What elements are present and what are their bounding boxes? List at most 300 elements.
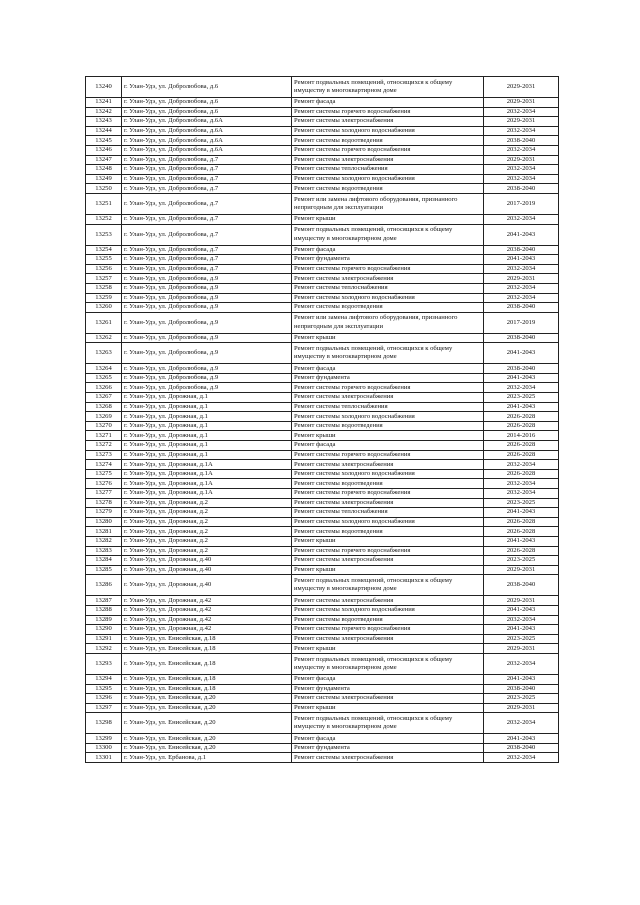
address-cell: г. Улан-Удэ, ул. Дорожная, д.42: [122, 615, 292, 625]
work-type-cell: Ремонт или замена лифтового оборудования, признанного непригодным для эксплуатации: [292, 193, 484, 214]
table-row: [86, 224, 559, 245]
address-cell: г. Улан-Удэ, ул. Дорожная, д.40: [122, 575, 292, 596]
row-number-cell: 13241: [86, 98, 122, 108]
row-number-cell: 13263: [86, 343, 122, 364]
period-cell: 2032-2034: [484, 293, 559, 303]
row-number-cell: 13295: [86, 684, 122, 694]
period-cell: 2041-2043: [484, 625, 559, 635]
period-cell: 2032-2034: [484, 479, 559, 489]
period-cell: 2029-2031: [484, 98, 559, 108]
address-cell: г. Улан-Удэ, ул. Дорожная, д.1: [122, 412, 292, 422]
row-number-cell: 13255: [86, 255, 122, 265]
table-row: [86, 575, 559, 596]
table-row: [86, 450, 559, 460]
work-type-cell: Ремонт системы электроснабжения: [292, 498, 484, 508]
table-row: [86, 126, 559, 136]
row-number-cell: 13270: [86, 421, 122, 431]
period-cell: 2032-2034: [484, 383, 559, 393]
period-cell: 2038-2040: [484, 333, 559, 343]
work-type-cell: Ремонт фасада: [292, 98, 484, 108]
address-cell: г. Улан-Удэ, ул. Енисейская, д.18: [122, 644, 292, 654]
row-number-cell: 13266: [86, 383, 122, 393]
row-number-cell: 13242: [86, 107, 122, 117]
table-row: [86, 255, 559, 265]
period-cell: 2032-2034: [484, 753, 559, 763]
address-cell: г. Улан-Удэ, ул. Добролюбова, д.6: [122, 98, 292, 108]
address-cell: г. Улан-Удэ, ул. Добролюбова, д.9: [122, 312, 292, 333]
work-type-cell: Ремонт системы горячего водоснабжения: [292, 450, 484, 460]
row-number-cell: 13252: [86, 214, 122, 224]
work-type-cell: Ремонт системы водоотведения: [292, 136, 484, 146]
address-cell: г. Улан-Удэ, ул. Дорожная, д.40: [122, 556, 292, 566]
address-cell: г. Улан-Удэ, ул. Енисейская, д.18: [122, 653, 292, 674]
period-cell: 2041-2043: [484, 734, 559, 744]
table-row: [86, 605, 559, 615]
row-number-cell: 13286: [86, 575, 122, 596]
row-number-cell: 13291: [86, 634, 122, 644]
period-cell: 2032-2034: [484, 107, 559, 117]
work-type-cell: Ремонт крыши: [292, 536, 484, 546]
period-cell: 2041-2043: [484, 605, 559, 615]
work-type-cell: Ремонт фасада: [292, 674, 484, 684]
table-row: [86, 508, 559, 518]
row-number-cell: 13274: [86, 460, 122, 470]
period-cell: 2041-2043: [484, 508, 559, 518]
work-type-cell: Ремонт системы горячего водоснабжения: [292, 489, 484, 499]
address-cell: г. Улан-Удэ, ул. Добролюбова, д.7: [122, 245, 292, 255]
table-row: [86, 77, 559, 98]
work-type-cell: Ремонт фундамента: [292, 684, 484, 694]
table-row: [86, 303, 559, 313]
period-cell: 2029-2031: [484, 274, 559, 284]
work-type-cell: Ремонт системы холодного водоснабжения: [292, 517, 484, 527]
row-number-cell: 13265: [86, 373, 122, 383]
work-type-cell: Ремонт системы теплоснабжения: [292, 508, 484, 518]
table-row: [86, 107, 559, 117]
address-cell: г. Улан-Удэ, ул. Добролюбова, д.7: [122, 224, 292, 245]
address-cell: г. Улан-Удэ, ул. Добролюбова, д.7: [122, 155, 292, 165]
address-cell: г. Улан-Удэ, ул. Добролюбова, д.9: [122, 333, 292, 343]
address-cell: г. Улан-Удэ, ул. Дорожная, д.1: [122, 393, 292, 403]
work-type-cell: Ремонт или замена лифтового оборудования, признанного непригодным для эксплуатации: [292, 312, 484, 333]
work-type-cell: Ремонт фундамента: [292, 255, 484, 265]
table-row: [86, 713, 559, 734]
row-number-cell: 13262: [86, 333, 122, 343]
address-cell: г. Улан-Удэ, ул. Енисейская, д.20: [122, 703, 292, 713]
table-row: [86, 469, 559, 479]
work-type-cell: Ремонт подвальных помещений, относящихся к общему имуществу в многоквартирном доме: [292, 713, 484, 734]
work-type-cell: Ремонт системы холодного водоснабжения: [292, 469, 484, 479]
period-cell: 2026-2028: [484, 469, 559, 479]
address-cell: г. Улан-Удэ, ул. Дорожная, д.1: [122, 450, 292, 460]
work-type-cell: Ремонт системы горячего водоснабжения: [292, 107, 484, 117]
table-row: [86, 245, 559, 255]
row-number-cell: 13283: [86, 546, 122, 556]
table-row: [86, 596, 559, 606]
work-type-cell: Ремонт системы водоотведения: [292, 615, 484, 625]
period-cell: 2038-2040: [484, 575, 559, 596]
row-number-cell: 13282: [86, 536, 122, 546]
address-cell: г. Улан-Удэ, ул. Добролюбова, д.7: [122, 174, 292, 184]
table-row: [86, 556, 559, 566]
row-number-cell: 13249: [86, 174, 122, 184]
address-cell: г. Улан-Удэ, ул. Дорожная, д.1А: [122, 489, 292, 499]
address-cell: г. Улан-Удэ, ул. Добролюбова, д.6А: [122, 126, 292, 136]
work-type-cell: Ремонт подвальных помещений, относящихся к общему имуществу в многоквартирном доме: [292, 343, 484, 364]
row-number-cell: 13278: [86, 498, 122, 508]
work-type-cell: Ремонт системы электроснабжения: [292, 117, 484, 127]
address-cell: г. Улан-Удэ, ул. Дорожная, д.1: [122, 441, 292, 451]
table-row: [86, 412, 559, 422]
period-cell: 2041-2043: [484, 373, 559, 383]
table-row: [86, 479, 559, 489]
period-cell: 2038-2040: [484, 136, 559, 146]
work-type-cell: Ремонт системы электроснабжения: [292, 155, 484, 165]
address-cell: г. Улан-Удэ, ул. Дорожная, д.2: [122, 508, 292, 518]
address-cell: г. Улан-Удэ, ул. Дорожная, д.40: [122, 565, 292, 575]
period-cell: 2041-2043: [484, 255, 559, 265]
period-cell: 2038-2040: [484, 743, 559, 753]
period-cell: 2023-2025: [484, 393, 559, 403]
period-cell: 2041-2043: [484, 536, 559, 546]
work-type-cell: Ремонт подвальных помещений, относящихся к общему имуществу в многоквартирном доме: [292, 653, 484, 674]
table-row: [86, 174, 559, 184]
work-type-cell: Ремонт фасада: [292, 441, 484, 451]
row-number-cell: 13301: [86, 753, 122, 763]
table-row: [86, 517, 559, 527]
work-type-cell: Ремонт системы водоотведения: [292, 527, 484, 537]
table-row: [86, 312, 559, 333]
row-number-cell: 13272: [86, 441, 122, 451]
address-cell: г. Улан-Удэ, ул. Добролюбова, д.6А: [122, 145, 292, 155]
address-cell: г. Улан-Удэ, ул. Добролюбова, д.6: [122, 107, 292, 117]
period-cell: 2026-2028: [484, 517, 559, 527]
period-cell: 2026-2028: [484, 412, 559, 422]
table-row: [86, 402, 559, 412]
row-number-cell: 13280: [86, 517, 122, 527]
address-cell: г. Улан-Удэ, ул. Добролюбова, д.7: [122, 184, 292, 194]
row-number-cell: 13244: [86, 126, 122, 136]
period-cell: 2014-2016: [484, 431, 559, 441]
period-cell: 2026-2028: [484, 527, 559, 537]
period-cell: 2041-2043: [484, 343, 559, 364]
period-cell: 2023-2025: [484, 498, 559, 508]
address-cell: г. Улан-Удэ, ул. Добролюбова, д.9: [122, 373, 292, 383]
work-type-cell: Ремонт системы электроснабжения: [292, 460, 484, 470]
table-row: [86, 546, 559, 556]
period-cell: 2026-2028: [484, 441, 559, 451]
address-cell: г. Улан-Удэ, ул. Енисейская, д.20: [122, 734, 292, 744]
table-row: [86, 441, 559, 451]
table-row: [86, 536, 559, 546]
address-cell: г. Улан-Удэ, ул. Добролюбова, д.6: [122, 77, 292, 98]
address-cell: г. Улан-Удэ, ул. Енисейская, д.20: [122, 713, 292, 734]
period-cell: 2038-2040: [484, 303, 559, 313]
address-cell: г. Улан-Удэ, ул. Добролюбова, д.9: [122, 303, 292, 313]
table-row: [86, 333, 559, 343]
period-cell: 2026-2028: [484, 421, 559, 431]
row-number-cell: 13240: [86, 77, 122, 98]
row-number-cell: 13287: [86, 596, 122, 606]
period-cell: 2032-2034: [484, 214, 559, 224]
address-cell: г. Улан-Удэ, ул. Дорожная, д.1: [122, 421, 292, 431]
table-row: [86, 393, 559, 403]
row-number-cell: 13247: [86, 155, 122, 165]
period-cell: 2032-2034: [484, 615, 559, 625]
address-cell: г. Улан-Удэ, ул. Дорожная, д.1А: [122, 460, 292, 470]
row-number-cell: 13254: [86, 245, 122, 255]
work-type-cell: Ремонт системы электроснабжения: [292, 556, 484, 566]
period-cell: 2026-2028: [484, 450, 559, 460]
period-cell: 2023-2025: [484, 694, 559, 704]
work-type-cell: Ремонт системы водоотведения: [292, 184, 484, 194]
table-row: [86, 498, 559, 508]
row-number-cell: 13258: [86, 283, 122, 293]
period-cell: 2038-2040: [484, 684, 559, 694]
row-number-cell: 13273: [86, 450, 122, 460]
period-cell: 2023-2025: [484, 634, 559, 644]
period-cell: 2032-2034: [484, 126, 559, 136]
address-cell: г. Улан-Удэ, ул. Добролюбова, д.9: [122, 343, 292, 364]
table-row: [86, 674, 559, 684]
table-row: [86, 383, 559, 393]
table-row: [86, 625, 559, 635]
work-type-cell: Ремонт системы электроснабжения: [292, 634, 484, 644]
period-cell: 2038-2040: [484, 364, 559, 374]
address-cell: г. Улан-Удэ, ул. Добролюбова, д.7: [122, 165, 292, 175]
table-row: [86, 283, 559, 293]
period-cell: 2032-2034: [484, 489, 559, 499]
address-cell: г. Улан-Удэ, ул. Добролюбова, д.7: [122, 214, 292, 224]
table-row: [86, 98, 559, 108]
row-number-cell: 13267: [86, 393, 122, 403]
period-cell: 2032-2034: [484, 713, 559, 734]
address-cell: г. Улан-Удэ, ул. Дорожная, д.1А: [122, 479, 292, 489]
work-type-cell: Ремонт системы горячего водоснабжения: [292, 264, 484, 274]
work-type-cell: Ремонт системы водоотведения: [292, 303, 484, 313]
address-cell: г. Улан-Удэ, ул. Енисейская, д.18: [122, 674, 292, 684]
address-cell: г. Улан-Удэ, ул. Дорожная, д.1: [122, 431, 292, 441]
table-row: [86, 743, 559, 753]
row-number-cell: 13293: [86, 653, 122, 674]
row-number-cell: 13250: [86, 184, 122, 194]
table-row: [86, 684, 559, 694]
period-cell: 2029-2031: [484, 117, 559, 127]
table-row: [86, 653, 559, 674]
address-cell: г. Улан-Удэ, ул. Добролюбова, д.6А: [122, 136, 292, 146]
work-type-cell: Ремонт крыши: [292, 644, 484, 654]
row-number-cell: 13288: [86, 605, 122, 615]
table-row: [86, 343, 559, 364]
row-number-cell: 13269: [86, 412, 122, 422]
row-number-cell: 13299: [86, 734, 122, 744]
work-type-cell: Ремонт системы теплоснабжения: [292, 283, 484, 293]
address-cell: г. Улан-Удэ, ул. Дорожная, д.42: [122, 625, 292, 635]
row-number-cell: 13277: [86, 489, 122, 499]
period-cell: 2038-2040: [484, 245, 559, 255]
work-type-cell: Ремонт крыши: [292, 565, 484, 575]
row-number-cell: 13298: [86, 713, 122, 734]
table-row: [86, 155, 559, 165]
address-cell: г. Улан-Удэ, ул. Енисейская, д.20: [122, 743, 292, 753]
table-row: [86, 703, 559, 713]
row-number-cell: 13296: [86, 694, 122, 704]
work-type-cell: Ремонт фасада: [292, 245, 484, 255]
table-row: [86, 373, 559, 383]
address-cell: г. Улан-Удэ, ул. Добролюбова, д.7: [122, 193, 292, 214]
table-body: [86, 77, 559, 763]
work-type-cell: Ремонт крыши: [292, 333, 484, 343]
address-cell: г. Улан-Удэ, ул. Добролюбова, д.9: [122, 293, 292, 303]
address-cell: г. Улан-Удэ, ул. Добролюбова, д.9: [122, 364, 292, 374]
address-cell: г. Улан-Удэ, ул. Дорожная, д.1: [122, 402, 292, 412]
table-row: [86, 117, 559, 127]
work-type-cell: Ремонт системы электроснабжения: [292, 694, 484, 704]
period-cell: 2032-2034: [484, 264, 559, 274]
address-cell: г. Улан-Удэ, ул. Дорожная, д.1А: [122, 469, 292, 479]
work-type-cell: Ремонт системы холодного водоснабжения: [292, 605, 484, 615]
table-row: [86, 364, 559, 374]
work-type-cell: Ремонт системы холодного водоснабжения: [292, 174, 484, 184]
row-number-cell: 13300: [86, 743, 122, 753]
row-number-cell: 13284: [86, 556, 122, 566]
work-type-cell: Ремонт фундамента: [292, 373, 484, 383]
table-row: [86, 165, 559, 175]
table-row: [86, 753, 559, 763]
row-number-cell: 13276: [86, 479, 122, 489]
work-type-cell: Ремонт крыши: [292, 214, 484, 224]
work-type-cell: Ремонт крыши: [292, 431, 484, 441]
period-cell: 2041-2043: [484, 402, 559, 412]
repair-schedule-table: [85, 76, 559, 763]
work-type-cell: Ремонт системы горячего водоснабжения: [292, 625, 484, 635]
row-number-cell: 13253: [86, 224, 122, 245]
table-row: [86, 734, 559, 744]
period-cell: 2029-2031: [484, 155, 559, 165]
table-row: [86, 489, 559, 499]
work-type-cell: Ремонт фасада: [292, 364, 484, 374]
work-type-cell: Ремонт системы горячего водоснабжения: [292, 145, 484, 155]
work-type-cell: Ремонт системы электроснабжения: [292, 596, 484, 606]
work-type-cell: Ремонт фундамента: [292, 743, 484, 753]
address-cell: г. Улан-Удэ, ул. Ербанова, д.1: [122, 753, 292, 763]
row-number-cell: 13246: [86, 145, 122, 155]
table-row: [86, 644, 559, 654]
address-cell: г. Улан-Удэ, ул. Дорожная, д.2: [122, 536, 292, 546]
period-cell: 2029-2031: [484, 644, 559, 654]
address-cell: г. Улан-Удэ, ул. Енисейская, д.18: [122, 634, 292, 644]
row-number-cell: 13251: [86, 193, 122, 214]
address-cell: г. Улан-Удэ, ул. Енисейская, д.20: [122, 694, 292, 704]
row-number-cell: 13264: [86, 364, 122, 374]
address-cell: г. Улан-Удэ, ул. Добролюбова, д.9: [122, 383, 292, 393]
period-cell: 2041-2043: [484, 224, 559, 245]
row-number-cell: 13257: [86, 274, 122, 284]
table-row: [86, 136, 559, 146]
address-cell: г. Улан-Удэ, ул. Дорожная, д.2: [122, 517, 292, 527]
table-row: [86, 264, 559, 274]
row-number-cell: 13259: [86, 293, 122, 303]
period-cell: 2032-2034: [484, 283, 559, 293]
row-number-cell: 13248: [86, 165, 122, 175]
period-cell: 2017-2019: [484, 193, 559, 214]
address-cell: г. Улан-Удэ, ул. Дорожная, д.2: [122, 498, 292, 508]
row-number-cell: 13245: [86, 136, 122, 146]
work-type-cell: Ремонт крыши: [292, 703, 484, 713]
row-number-cell: 13261: [86, 312, 122, 333]
period-cell: 2032-2034: [484, 460, 559, 470]
period-cell: 2026-2028: [484, 546, 559, 556]
row-number-cell: 13279: [86, 508, 122, 518]
period-cell: 2029-2031: [484, 565, 559, 575]
work-type-cell: Ремонт подвальных помещений, относящихся к общему имуществу в многоквартирном доме: [292, 224, 484, 245]
address-cell: г. Улан-Удэ, ул. Добролюбова, д.7: [122, 255, 292, 265]
table-row: [86, 184, 559, 194]
table-row: [86, 431, 559, 441]
period-cell: 2038-2040: [484, 184, 559, 194]
address-cell: г. Улан-Удэ, ул. Дорожная, д.42: [122, 596, 292, 606]
table-row: [86, 615, 559, 625]
work-type-cell: Ремонт системы горячего водоснабжения: [292, 383, 484, 393]
table-row: [86, 214, 559, 224]
row-number-cell: 13243: [86, 117, 122, 127]
work-type-cell: Ремонт системы водоотведения: [292, 421, 484, 431]
row-number-cell: 13294: [86, 674, 122, 684]
work-type-cell: Ремонт системы электроснабжения: [292, 274, 484, 284]
period-cell: 2032-2034: [484, 174, 559, 184]
table-row: [86, 460, 559, 470]
work-type-cell: Ремонт системы водоотведения: [292, 479, 484, 489]
address-cell: г. Улан-Удэ, ул. Добролюбова, д.6А: [122, 117, 292, 127]
row-number-cell: 13256: [86, 264, 122, 274]
work-type-cell: Ремонт системы теплоснабжения: [292, 165, 484, 175]
work-type-cell: Ремонт системы электроснабжения: [292, 753, 484, 763]
row-number-cell: 13268: [86, 402, 122, 412]
table-row: [86, 634, 559, 644]
work-type-cell: Ремонт системы холодного водоснабжения: [292, 126, 484, 136]
period-cell: 2029-2031: [484, 77, 559, 98]
address-cell: г. Улан-Удэ, ул. Добролюбова, д.9: [122, 283, 292, 293]
period-cell: 2032-2034: [484, 145, 559, 155]
address-cell: г. Улан-Удэ, ул. Дорожная, д.42: [122, 605, 292, 615]
table-row: [86, 145, 559, 155]
work-type-cell: Ремонт системы холодного водоснабжения: [292, 293, 484, 303]
row-number-cell: 13297: [86, 703, 122, 713]
address-cell: г. Улан-Удэ, ул. Добролюбова, д.9: [122, 274, 292, 284]
period-cell: 2032-2034: [484, 165, 559, 175]
period-cell: 2041-2043: [484, 674, 559, 684]
period-cell: 2029-2031: [484, 703, 559, 713]
row-number-cell: 13290: [86, 625, 122, 635]
row-number-cell: 13275: [86, 469, 122, 479]
period-cell: 2023-2025: [484, 556, 559, 566]
table-row: [86, 694, 559, 704]
period-cell: 2017-2019: [484, 312, 559, 333]
address-cell: г. Улан-Удэ, ул. Дорожная, д.2: [122, 546, 292, 556]
row-number-cell: 13289: [86, 615, 122, 625]
row-number-cell: 13271: [86, 431, 122, 441]
work-type-cell: Ремонт системы электроснабжения: [292, 393, 484, 403]
row-number-cell: 13292: [86, 644, 122, 654]
row-number-cell: 13281: [86, 527, 122, 537]
work-type-cell: Ремонт системы теплоснабжения: [292, 402, 484, 412]
table-row: [86, 293, 559, 303]
table-row: [86, 274, 559, 284]
work-type-cell: Ремонт подвальных помещений, относящихся к общему имуществу в многоквартирном доме: [292, 77, 484, 98]
table-row: [86, 527, 559, 537]
row-number-cell: 13260: [86, 303, 122, 313]
period-cell: 2032-2034: [484, 653, 559, 674]
